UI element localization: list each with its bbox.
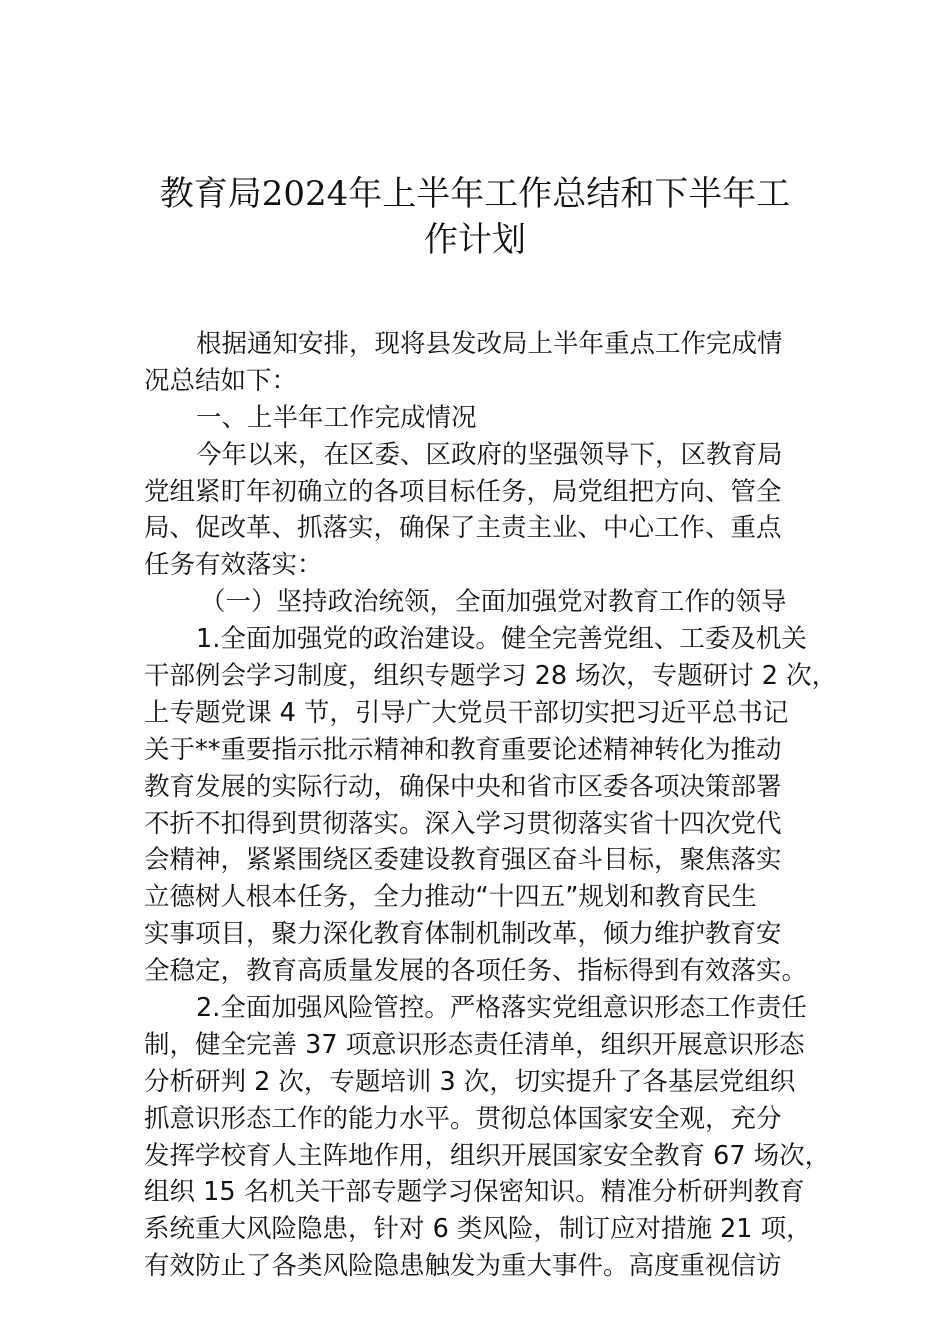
paragraph-line: 分析研判 2 次，专题培训 3 次，切实提升了各基层党组织 [144, 1066, 796, 1097]
paragraph-line: 今年以来，在区委、区政府的坚强领导下，区教育局 [196, 439, 783, 470]
paragraph-line: 抓意识形态工作的能力水平。贯彻总体国家安全观，充分 [144, 1103, 782, 1134]
document-title-line-2: 作计划 [424, 220, 526, 260]
paragraph-line: 1.全面加强党的政治建设。健全完善党组、工委及机关 [196, 624, 807, 655]
paragraph-line: 况总结如下： [144, 365, 298, 396]
document-body [144, 326, 838, 1285]
paragraph-line: 党组紧盯年初确立的各项目标任务，局党组把方向、管全 [144, 476, 782, 507]
paragraph-line: 2.全面加强风险管控。严格落实党组意识形态工作责任 [196, 993, 807, 1024]
paragraph-line: 立德树人根本任务，全力推动“十四五”规划和教育民生 [144, 882, 757, 913]
paragraph-line: 系统重大风险隐患，针对 6 类风险，制订应对措施 21 项， [144, 1214, 812, 1245]
paragraph-line: 不折不扣得到贯彻落实。深入学习贯彻落实省十四次党代 [144, 808, 782, 839]
paragraph-line: 有效防止了各类风险隐患触发为重大事件。高度重视信访 [144, 1251, 782, 1282]
paragraph-line: 上专题党课 4 节，引导广大党员干部切实把习近平总书记 [144, 697, 789, 728]
document-title-line-1: 教育局2024年上半年工作总结和下半年工 [159, 174, 791, 214]
paragraph-line: 发挥学校育人主阵地作用，组织开展国家安全教育 67 场次， [144, 1140, 831, 1171]
paragraph-line: 任务有效落实： [144, 550, 323, 581]
paragraph-line: 实事项目，聚力深化教育体制机制改革，倾力维护教育安 [144, 919, 782, 950]
paragraph-line: 关于**重要指示批示精神和教育重要论述精神转化为推动 [144, 734, 782, 765]
subsection-heading: （一）坚持政治统领，全面加强党对教育工作的领导 [200, 587, 787, 618]
paragraph-line: 全稳定，教育高质量发展的各项任务、指标得到有效落实。 [144, 956, 808, 987]
paragraph-line: 局、促改革、抓落实，确保了主责主业、中心工作、重点 [144, 513, 782, 544]
paragraph-line: 根据通知安排，现将县发改局上半年重点工作完成情 [196, 329, 783, 359]
paragraph-line: 教育发展的实际行动，确保中央和省市区委各项决策部署 [144, 771, 782, 802]
paragraph-line: 组织 15 名机关干部专题学习保密知识。精准分析研判教育 [144, 1177, 805, 1208]
paragraph-line: 制，健全完善 37 项意识形态责任清单，组织开展意识形态 [144, 1029, 805, 1060]
section-heading: 一、上半年工作完成情况 [196, 402, 477, 433]
paragraph-line: 干部例会学习制度，组织专题学习 28 场次，专题研讨 2 次， [144, 661, 838, 692]
paragraph-line: 会精神，紧紧围绕区委建设教育强区奋斗目标，聚焦落实 [144, 845, 782, 876]
